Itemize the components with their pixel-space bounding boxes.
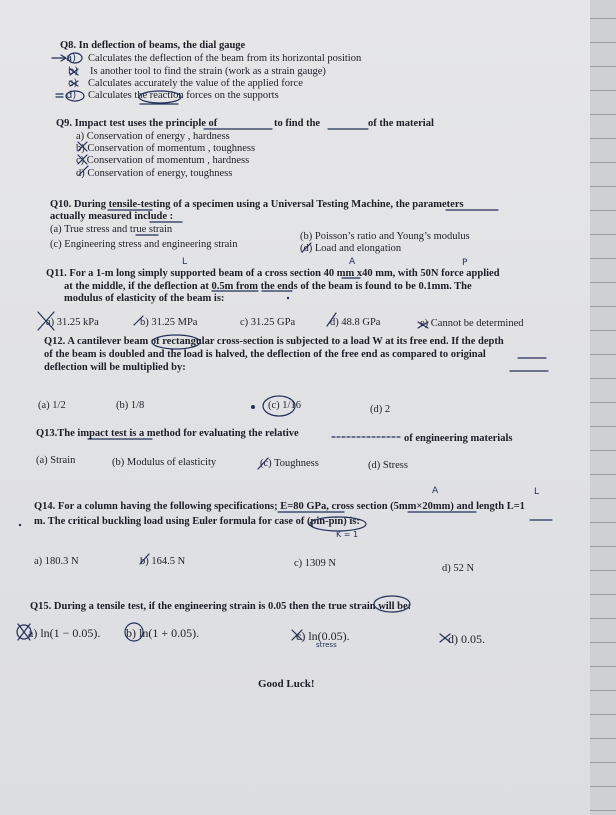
q10-option-a: (a) True stress and true strain bbox=[50, 224, 173, 235]
q8-option-d: Calculates the reaction forces on the supports bbox=[88, 90, 279, 101]
q12-question-line3: deflection will be multiplied by: bbox=[44, 362, 186, 373]
q11-option-b: b) 31.25 MPa bbox=[140, 317, 198, 328]
q8-option-c: Calculates accurately the value of the applied force bbox=[88, 78, 303, 89]
q15-option-c: c) ln(0.05). bbox=[296, 629, 350, 643]
q14-option-c: c) 1309 N bbox=[294, 558, 336, 569]
q8-option-b-letter: b) bbox=[68, 66, 79, 77]
q10-option-b: (b) Poisson’s ratio and Young’s modulus bbox=[300, 231, 470, 242]
q14-question-line2: m. The critical buckling load using Euler formula for case of (pin-pin) is: bbox=[34, 516, 360, 527]
closing-text: Good Luck! bbox=[258, 678, 315, 690]
q12-option-d: (d) 2 bbox=[370, 404, 391, 415]
q10-option-c: (c) Engineering stress and engineering strain bbox=[50, 239, 238, 250]
q11-question-line2: at the middle, if the deflection at 0.5m from the ends of the beam is found to be 0.1mm. The bbox=[64, 281, 472, 292]
q12-option-c: (c) 1/16 bbox=[268, 400, 301, 411]
handwritten-A-q14: A bbox=[432, 486, 439, 496]
q11-option-e: e) Cannot be determined bbox=[420, 318, 524, 329]
q9-option-d: d) Conservation of energy, toughness bbox=[76, 168, 233, 179]
q8-option-c-letter: c) bbox=[68, 78, 78, 89]
q9-option-a: a) Conservation of energy , hardness bbox=[76, 131, 230, 142]
q8-option-b: Is another tool to find the strain (work as a strain gauge) bbox=[90, 66, 326, 77]
q8-option-a-letter: a) bbox=[66, 53, 77, 64]
q10-question-line2: actually measured include : bbox=[50, 211, 174, 222]
notebook-margin-strip bbox=[590, 0, 616, 815]
q12-question-line1: Q12. A cantilever beam of rectangular cross-section is subjected to a load W at its free end. If the depth bbox=[44, 336, 504, 347]
q15-option-a: a) ln(1 − 0.05). bbox=[28, 626, 101, 640]
q12-option-b: (b) 1/8 bbox=[116, 400, 145, 411]
q11-option-c: c) 31.25 GPa bbox=[240, 317, 296, 328]
q13-option-a: (a) Strain bbox=[36, 455, 76, 466]
q8-question: Q8. In deflection of beams, the dial gauge bbox=[60, 40, 246, 51]
q8-option-a: Calculates the deflection of the beam from its horizontal position bbox=[88, 53, 362, 64]
q14-option-d: d) 52 N bbox=[442, 563, 475, 574]
q12-question-line2: of the beam is doubled and the load is halved, the deflection of the free end as compared to original bbox=[44, 349, 486, 360]
q10-question-line1: Q10. During tensile-testing of a specimen using a Universal Testing Machine, the parameters bbox=[50, 199, 464, 210]
q13-option-d: (d) Stress bbox=[368, 460, 408, 471]
q9-option-b: b) Conservation of momentum , toughness bbox=[76, 143, 256, 154]
q9-question-start: Q9. Impact test uses the principle of bbox=[56, 118, 218, 129]
q11-question-line1: Q11. For a 1-m long simply supported beam of a cross section 40 mm x40 mm, with 50N force applied bbox=[46, 268, 500, 279]
q15-option-d: d) 0.05. bbox=[448, 632, 485, 646]
handwritten-L-q14: L bbox=[534, 487, 540, 497]
q14-question-line1: Q14. For a column having the following specifications; E=80 GPa, cross section (5mm×20mm) and length L=1 bbox=[34, 501, 525, 512]
q13-option-c: (c) Toughness bbox=[260, 458, 319, 469]
q13-question-start: Q13.The impact test is a method for evaluating the relative bbox=[36, 428, 299, 439]
q8-option-d-letter: d) bbox=[66, 90, 77, 101]
handwritten-A-q11: A bbox=[349, 257, 356, 267]
q9-question-end: of the material bbox=[368, 118, 434, 129]
handwritten-K-q14: K = 1 bbox=[336, 530, 359, 539]
q9-option-c: c) Conservation of momentum , hardness bbox=[76, 155, 250, 166]
handwritten-L-q11: L bbox=[182, 257, 188, 267]
q10-option-d: (d) Load and elongation bbox=[300, 243, 402, 254]
q15-option-b: b) ln(1 + 0.05). bbox=[126, 626, 200, 640]
q11-option-d: d) 48.8 GPa bbox=[330, 317, 381, 328]
q11-question-line3: modulus of elasticity of the beam is: bbox=[64, 293, 225, 304]
q12-option-a: (a) 1/2 bbox=[38, 400, 66, 411]
q13-option-b: (b) Modulus of elasticity bbox=[112, 457, 217, 468]
handwritten-P-q11: P bbox=[462, 258, 468, 268]
q11-option-a: a) 31.25 kPa bbox=[46, 317, 99, 328]
q14-option-a: a) 180.3 N bbox=[34, 556, 79, 567]
q13-question-end: of engineering materials bbox=[404, 433, 513, 444]
q15-question: Q15. During a tensile test, if the engineering strain is 0.05 then the true strain will be: bbox=[30, 601, 412, 612]
q9-question-middle: to find the bbox=[274, 118, 321, 129]
handwritten-stress-q15: stress bbox=[316, 641, 337, 649]
q14-option-b: b) 164.5 N bbox=[140, 556, 186, 567]
